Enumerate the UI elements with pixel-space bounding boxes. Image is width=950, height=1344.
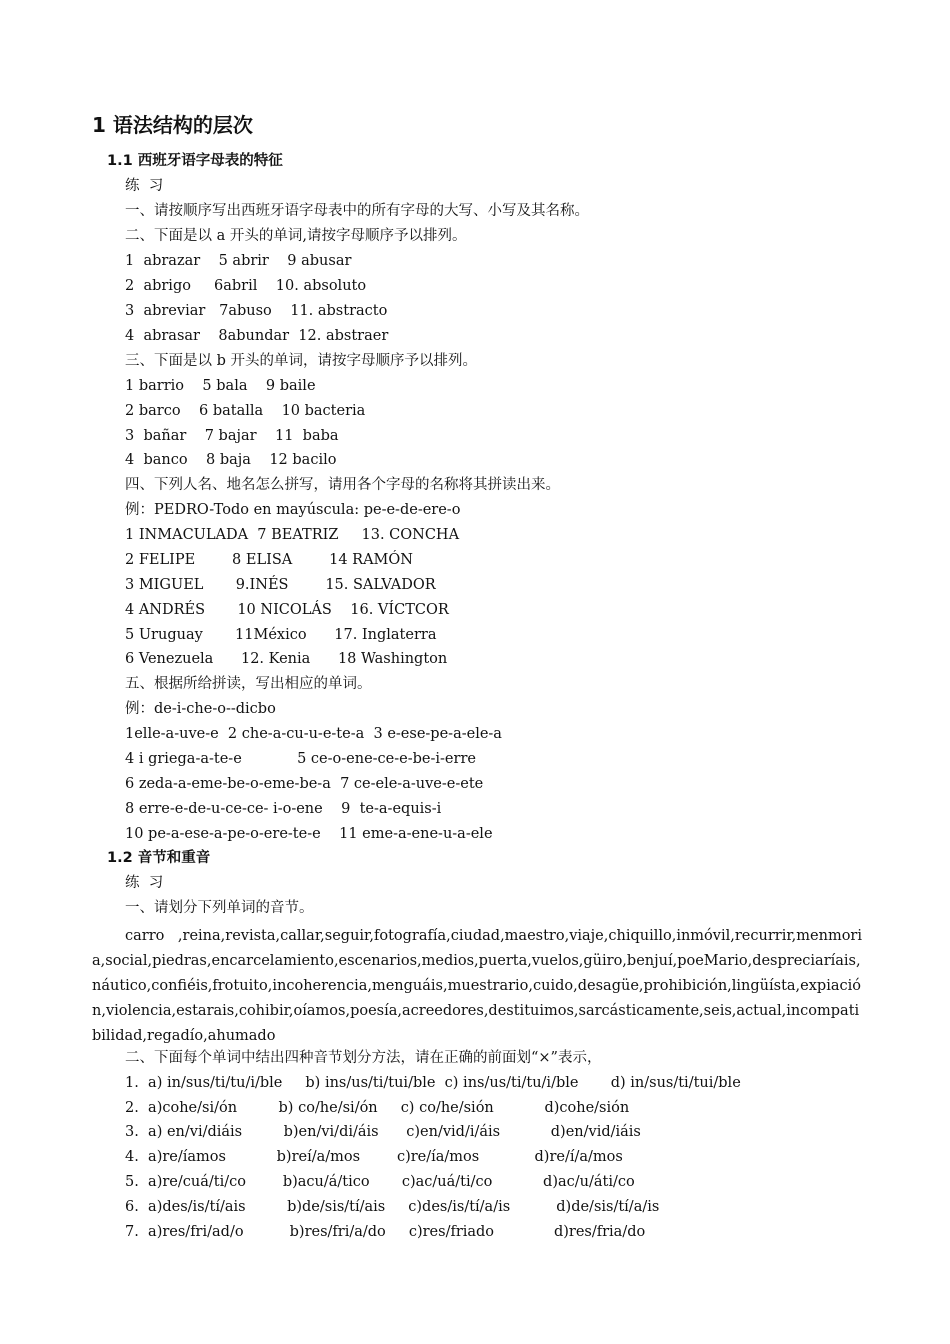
spelling-row: 10 pe-a-ese-a-pe-o-ere-te-e 11 eme-a-ene-u-a-ele xyxy=(125,826,493,842)
exercise-label: 练 习 xyxy=(125,178,164,194)
question-3: 三、下面是以 b 开头的单词，请按字母顺序予以排列。 xyxy=(125,353,477,369)
section-heading-1-2: 1.2 音节和重音 xyxy=(107,850,211,866)
choice-row: 1. a) in/sus/ti/tu/i/ble b) ins/us/ti/tui/ble c) ins/us/ti/tu/i/ble d) in/sus/ti/tui/ble xyxy=(125,1075,741,1091)
spelling-row: 4 i griega-a-te-e 5 ce-o-ene-ce-e-be-i-erre xyxy=(125,751,476,767)
name-row: 5 Uruguay 11México 17. Inglaterra xyxy=(125,627,437,643)
exercise-label: 练 习 xyxy=(125,875,164,891)
choice-row: 4. a)re/íamos b)reí/a/mos c)re/ía/mos d)re/í/a/mos xyxy=(125,1149,623,1165)
word-row: 2 barco 6 batalla 10 bacteria xyxy=(125,403,366,419)
word-row: 1 abrazar 5 abrir 9 abusar xyxy=(125,253,352,269)
word-row: 3 bañar 7 bajar 11 baba xyxy=(125,428,339,444)
question-1: 一、请划分下列单词的音节。 xyxy=(125,900,314,916)
chapter-heading: 1 语法结构的层次 xyxy=(92,113,253,137)
name-row: 2 FELIPE 8 ELISA 14 RAMÓN xyxy=(125,552,413,568)
choice-row: 2. a)cohe/si/ón b) co/he/si/ón c) co/he/sión d)cohe/sión xyxy=(125,1100,630,1116)
spelling-row: 6 zeda-a-eme-be-o-eme-be-a 7 ce-ele-a-uve-e-ete xyxy=(125,776,484,792)
choice-row: 6. a)des/is/tí/ais b)de/sis/tí/ais c)des/is/tí/a/is d)de/sis/tí/a/is xyxy=(125,1199,660,1215)
word-row: 1 barrio 5 bala 9 baile xyxy=(125,378,316,394)
word-list-paragraph: carro ,reina,revista,callar,seguir,fotografía,ciudad,maestro,viaje,chiquillo,inmóvil,recurrir,menmoria,social,piedras,encarcelamiento,escenarios,medios,puerta,vuelos,güiro,benjuí,poeMario,despreciaríais,náutico,confiéis,frotuito,incoherencia,menguáis,muestrario,cuido,desagüe,prohibición,lingüísta,expiación,violencia,estarais,cohibir,oíamos,poesía,acreedores,destituimos,sarcásticamente,seis,actual,incompatibilidad,regadío,ahumado xyxy=(92,928,862,1044)
question-4: 四、下列人名、地名怎么拼写，请用各个字母的名称将其拼读出来。 xyxy=(125,477,560,493)
section-heading-1-1: 1.1 西班牙语字母表的特征 xyxy=(107,153,283,169)
word-row: 2 abrigo 6abril 10. absoluto xyxy=(125,278,367,294)
choice-row: 3. a) en/vi/diáis b)en/vi/di/áis c)en/vid/i/áis d)en/vid/iáis xyxy=(125,1124,641,1140)
word-row: 3 abreviar 7abuso 11. abstracto xyxy=(125,303,388,319)
name-row: 4 ANDRÉS 10 NICOLÁS 16. VÍCTCOR xyxy=(125,602,449,618)
example-line: 例：de-i-che-o--dicbo xyxy=(125,701,276,717)
question-5: 五、根据所给拼读，写出相应的单词。 xyxy=(125,676,372,692)
name-row: 1 INMACULADA 7 BEATRIZ 13. CONCHA xyxy=(125,527,460,543)
name-row: 3 MIGUEL 9.INÉS 15. SALVADOR xyxy=(125,577,436,593)
spelling-row: 8 erre-e-de-u-ce-ce- i-o-ene 9 te-a-equis-i xyxy=(125,801,442,817)
question-1: 一、请按顺序写出西班牙语字母表中的所有字母的大写、小写及其名称。 xyxy=(125,203,589,219)
word-row: 4 banco 8 baja 12 bacilo xyxy=(125,452,337,468)
choice-row: 5. a)re/cuá/ti/co b)acu/á/tico c)ac/uá/ti/co d)ac/u/áti/co xyxy=(125,1174,635,1190)
spelling-row: 1elle-a-uve-e 2 che-a-cu-u-e-te-a 3 e-ese-pe-a-ele-a xyxy=(125,726,502,742)
question-2: 二、下面是以 a 开头的单词,请按字母顺序予以排列。 xyxy=(125,228,467,244)
question-2: 二、下面每个单词中结出四种音节划分方法，请在正确的前面划“×”表示， xyxy=(125,1050,602,1066)
example-line: 例：PEDRO-Todo en mayúscula: pe-e-de-ere-o xyxy=(125,502,461,518)
name-row: 6 Venezuela 12. Kenia 18 Washington xyxy=(125,651,448,667)
choice-row: 7. a)res/fri/ad/o b)res/fri/a/do c)res/friado d)res/fria/do xyxy=(125,1224,646,1240)
word-row: 4 abrasar 8abundar 12. abstraer xyxy=(125,328,389,344)
